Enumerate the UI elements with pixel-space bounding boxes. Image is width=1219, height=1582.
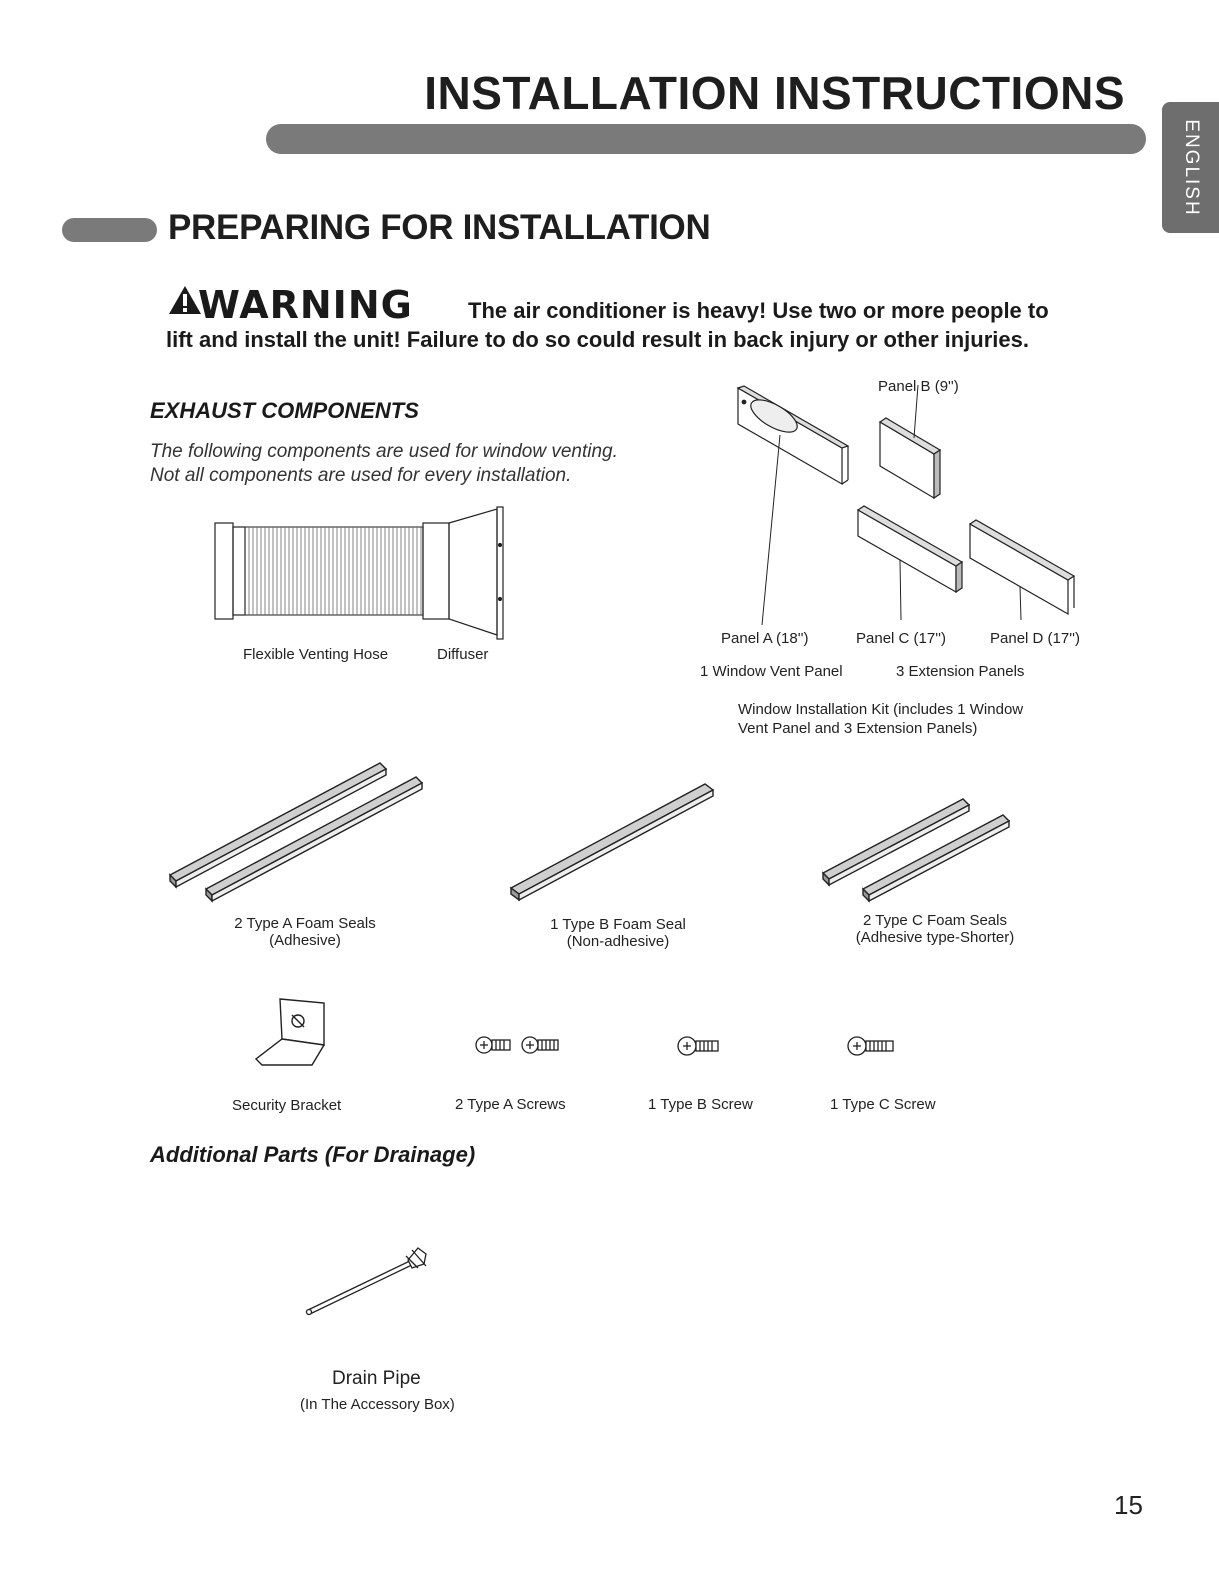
security-bracket-label: Security Bracket [232,1097,342,1114]
type-a-seals-label [205,915,405,949]
security-bracket-illustration [252,995,332,1073]
page-number: 15 [1114,1490,1143,1520]
drain-pipe-illustration [300,1240,440,1320]
type-b-seal-line2: (Non-adhesive) [566,933,670,950]
additional-parts-heading: Additional Parts (For Drainage) [150,1142,476,1167]
type-a-screws-label: 2 Type A Screws [455,1096,566,1113]
diffuser-label: Diffuser [437,646,489,663]
panel-b-label: Panel B (9'') [878,378,959,395]
exhaust-intro-line2: Not all components are used for every installation. [150,465,572,486]
type-c-seals-line1: 2 Type C Foam Seals [863,912,1007,929]
type-b-screw-label: 1 Type B Screw [648,1096,753,1113]
warning-label: WARNING [198,283,413,327]
exhaust-heading: EXHAUST COMPONENTS [150,398,419,423]
exhaust-intro-line1: The following components are used for window venting. [150,441,618,462]
warning-text-line2: lift and install the unit! Failure to do so could result in back injury or other injuries. [166,327,1029,352]
vent-panel-label: 1 Window Vent Panel [700,663,843,680]
language-tab-label: ENGLISH [1180,118,1202,217]
extension-panels-label: 3 Extension Panels [896,663,1025,680]
type-a-foam-seals-illustration [160,755,440,910]
panel-a-illustration [738,386,848,484]
window-kit-illustration [700,380,1100,630]
page-title: INSTALLATION INSTRUCTIONS [424,67,1125,119]
panel-b-illustration [880,418,940,498]
kit-description-line2: Vent Panel and 3 Extension Panels) [738,720,978,737]
panel-d-label: Panel D (17'') [990,630,1080,647]
kit-description-line1: Window Installation Kit (includes 1 Window [738,701,1024,718]
section-title: PREPARING FOR INSTALLATION [168,208,711,247]
panel-a-label: Panel A (18'') [721,630,809,647]
type-c-screw-label: 1 Type C Screw [830,1096,936,1113]
type-c-seals-line2: (Adhesive type-Shorter) [855,929,1015,946]
type-b-foam-seal-illustration [505,780,725,905]
type-b-seal-line1: 1 Type B Foam Seal [550,916,686,933]
panel-d-illustration [970,520,1074,614]
panel-c-label: Panel C (17'') [856,630,946,647]
type-a-seals-line1: 2 Type A Foam Seals [234,915,376,932]
section-pill [62,218,157,242]
warning-icon [168,285,202,315]
warning-text-line1: The air conditioner is heavy! Use two or more people to [468,298,1049,323]
panel-c-illustration [858,506,962,592]
type-a-screws-illustration [472,1033,567,1057]
language-tab [1162,102,1219,233]
exhaust-intro [150,440,618,488]
type-c-seals-label [830,912,1040,946]
drain-pipe-note: (In The Accessory Box) [300,1396,455,1413]
type-b-seal-label [518,916,718,950]
type-c-foam-seals-illustration [815,795,1020,905]
type-a-seals-line2: (Adhesive) [269,932,341,949]
venting-hose-illustration [215,523,449,619]
diffuser-illustration [449,507,503,639]
type-c-screw-illustration [845,1033,900,1059]
hose-diffuser-illustration [205,505,515,645]
title-bar [266,124,1146,154]
drain-pipe-label: Drain Pipe [332,1368,421,1389]
hose-label: Flexible Venting Hose [243,646,389,663]
type-b-screw-illustration [675,1033,725,1059]
